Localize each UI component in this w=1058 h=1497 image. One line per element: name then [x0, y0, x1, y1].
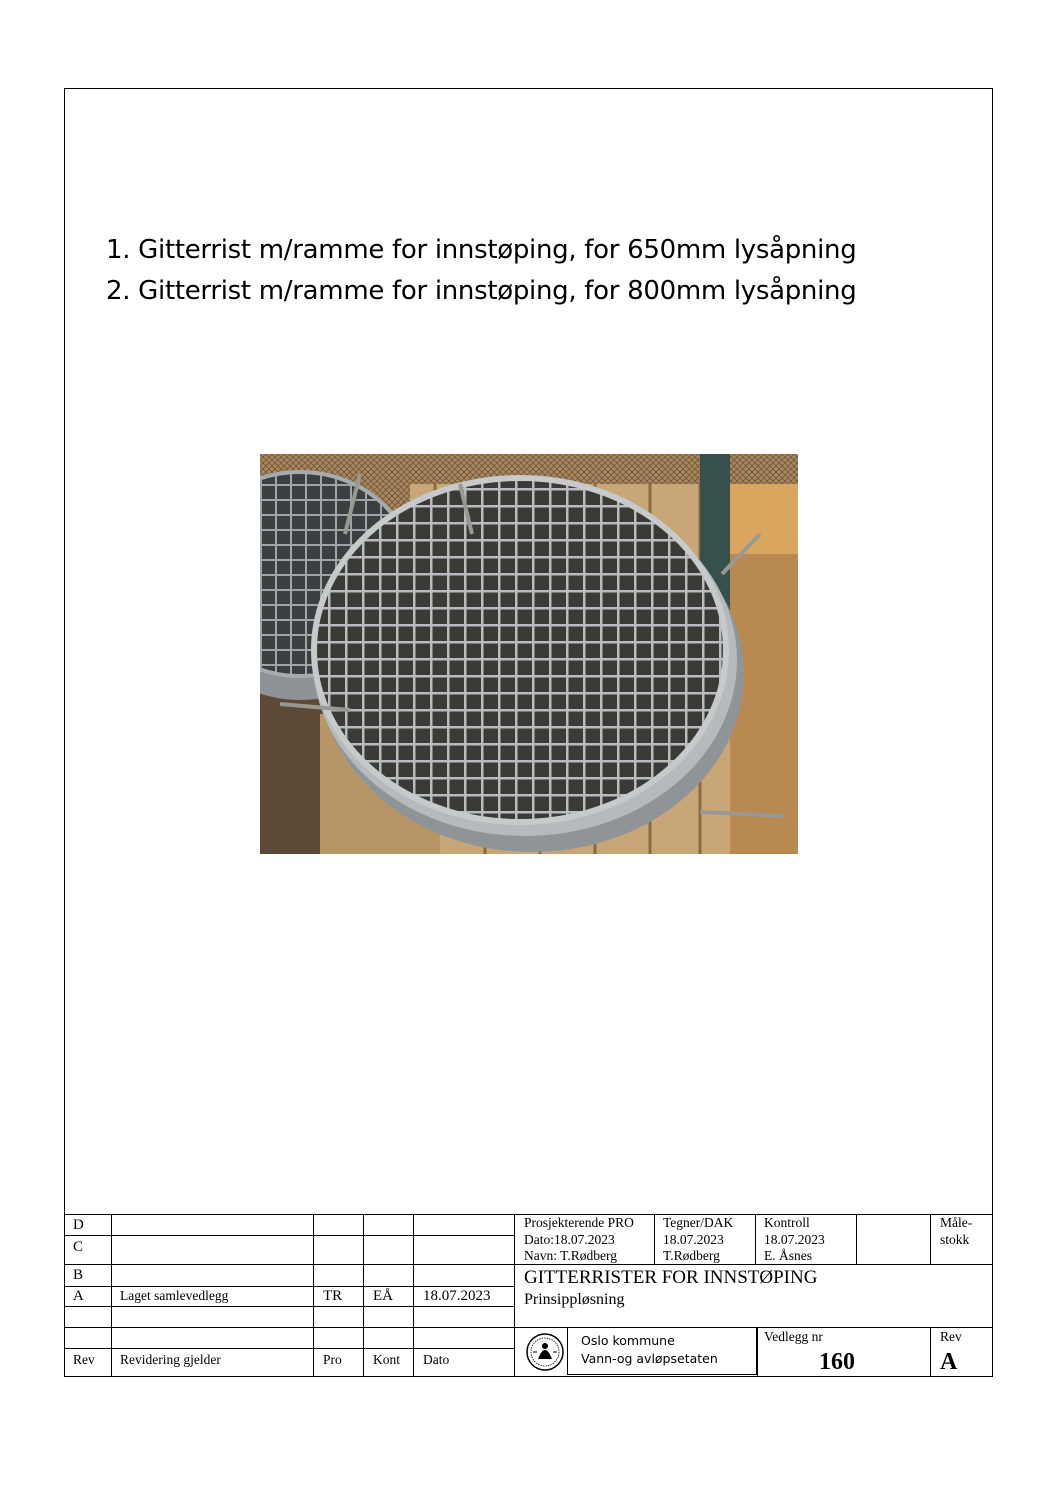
item-1-text: 1. Gitterrist m/ramme for innstøping, for 650mm lysåpning: [106, 235, 857, 265]
kontroll-navn: E. Åsnes: [764, 1248, 812, 1263]
rev-header-pro: Pro: [323, 1352, 342, 1367]
drawing-subtitle: Prinsippløsning: [524, 1291, 625, 1308]
rev-label: Rev: [940, 1329, 962, 1344]
rev-letter-d: D: [73, 1217, 84, 1233]
rev-header-kont: Kont: [373, 1352, 400, 1367]
org-line-2: Vann-og avløpsetaten: [581, 1351, 718, 1366]
tegner-dato: 18.07.2023: [663, 1232, 724, 1247]
drawing-title: GITTERRISTER FOR INNSTØPING: [524, 1267, 818, 1288]
tegner-label: Tegner/DAK: [663, 1215, 734, 1230]
kontroll-dato: 18.07.2023: [764, 1232, 825, 1247]
org-line-1: Oslo kommune: [581, 1333, 675, 1348]
kontroll-label: Kontroll: [764, 1215, 810, 1230]
rev-header-rev: Rev: [73, 1352, 95, 1367]
tegner-navn: T.Rødberg: [663, 1248, 720, 1263]
vedlegg-number: 160: [819, 1349, 855, 1375]
item-2-text: 2. Gitterrist m/ramme for innstøping, for 800mm lysåpning: [106, 276, 857, 306]
vedlegg-label: Vedlegg nr: [764, 1329, 823, 1344]
rev-value: A: [940, 1349, 958, 1375]
oslo-seal-icon: [525, 1331, 565, 1373]
malestokk-label-2: stokk: [940, 1232, 970, 1247]
rev-letter-b: B: [73, 1267, 84, 1283]
prosjekterende-dato: Dato:18.07.2023: [524, 1232, 615, 1247]
malestokk-label-1: Måle-: [940, 1215, 973, 1230]
rev-a-description: Laget samlevedlegg: [120, 1288, 229, 1303]
rev-header-description: Revidering gjelder: [120, 1352, 221, 1367]
grate-photo: [260, 454, 798, 854]
rev-letter-c: C: [73, 1239, 84, 1255]
rev-a-dato: 18.07.2023: [423, 1288, 491, 1304]
prosjekterende-navn: Navn: T.Rødberg: [524, 1248, 617, 1263]
rev-a-kont: EÅ: [373, 1288, 393, 1304]
rev-header-dato: Dato: [423, 1352, 450, 1367]
rev-a-pro: TR: [323, 1288, 343, 1304]
rev-letter-a: A: [73, 1288, 84, 1304]
prosjekterende-label: Prosjekterende PRO: [524, 1215, 634, 1230]
